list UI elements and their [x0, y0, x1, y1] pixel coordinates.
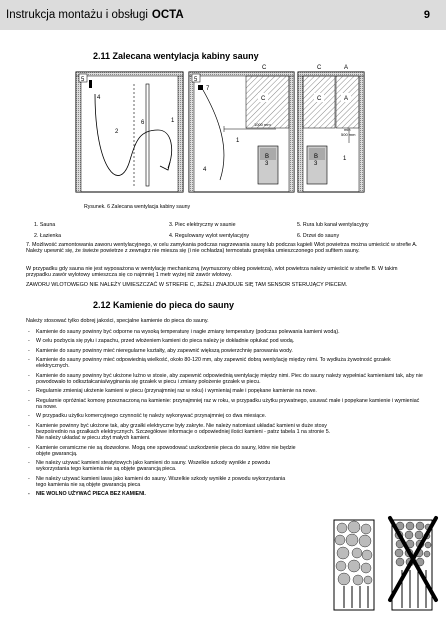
- list-item: - NIE WOLNO UŻYWAĆ PIECA BEZ KAMIENI.: [26, 491, 424, 497]
- list-item: - Kamienie ceramiczne nie są dozwolone. Mogą one spowodować uszkodzenie pieca do sauny, które nie będzie objęte gwarancją.: [26, 445, 296, 457]
- heater-correct-stones: [334, 520, 374, 610]
- fig-label-5a: 5: [81, 77, 85, 83]
- list-item: - Regularnie opróżniać komorę przeznaczoną na kamienie: przynajmniej raz w roku, w przypadku użytku prywatnego, usuwać małe i popękane kamienie i wymieniać na nowe.: [26, 398, 424, 410]
- legend-item-6: 6. Drzwi do sauny: [297, 233, 340, 239]
- fig-dim-500: 500 mm: [341, 132, 356, 137]
- fig-label-1c: 1: [343, 156, 347, 162]
- ventilation-figure: [0, 0, 446, 220]
- section-title-stones: 2.12 Kamienie do pieca do sauny: [93, 300, 235, 310]
- heater-wrong-stones: [390, 518, 436, 610]
- stones-intro: Należy stosować tylko dobrej jakości, specjalne kamienie do pieca do sauny.: [26, 318, 209, 324]
- list-item: - Kamienie powinny być ułożone tak, aby grzałki elektryczne były zakryte. Nie należy natomiast układać kamieni w duże stosy bezpośrednio na grzałkach elektrycznych. Szczegółowe informacje o odpowiedniej ilości kamieni - patrz tabela 1 na stronie 5. Nie należy układać w piecu zbyt małych kamieni.: [26, 423, 336, 442]
- fig-zone-a-top: A: [344, 65, 349, 71]
- heater-stones-illustration: [330, 500, 440, 620]
- list-item: - Kamienie do sauny powinny mieć odpowiednią wielkość, około 80-120 mm, aby zapewnić dobrą wentylację między nimi. To wydłuża żywotność grzałek elektrycznych.: [26, 357, 424, 369]
- list-item: - Nie należy używać kamieni steatytowych jako kamieni do sauny. Wszelkie szkody wynikłe z powodu wykorzystania tego kamienia nie są objęte gwarancją pieca.: [26, 460, 296, 472]
- list-item: - W przypadku użytku komercyjnego czynność tę należy wykonywać przynajmniej co dwa miesiące.: [26, 413, 424, 419]
- list-item: - Regularnie zmieniaj ułożenie kamieni w piecu (przynajmniej raz w roku) i wymieniaj małe i popękane kamienie na nowe.: [26, 388, 424, 394]
- header-product: OCTA: [151, 9, 184, 21]
- list-item: - Kamienie do sauny powinny mieć nieregularne kształty, aby zapewnić większą powierzchnię parowania wody.: [26, 348, 424, 354]
- fig-label-4a: 4: [97, 95, 101, 101]
- fig-zone-c-top-2: C: [317, 65, 322, 71]
- page-number: 9: [423, 9, 430, 21]
- legend-item-2: 2. Łazienka: [34, 233, 62, 239]
- header-title: Instrukcja montażu i obsługi OCTA: [6, 9, 184, 21]
- cross-icon: [390, 518, 436, 600]
- fig-label-3a: 3: [265, 161, 269, 167]
- fig-label-3b: 3: [314, 161, 318, 167]
- fig-zone-b-1: B: [265, 154, 270, 160]
- legend-item-5: 5. Rura lub kanał wentylacyjny: [297, 222, 369, 228]
- note-7: 7. Możliwość zamontowania zaworu wentylacyjnego, w celu zamykania podczas nagrzewania sauny lub podczas kąpieli Wlot powietrza można umieścić w strefie A. Należy upewnić się, że świeże powietrze z zewnątrz nie miesza się (i nie ochładza) termostatu grzejnika umieszczonego pod sufitem sauny.: [26, 242, 418, 255]
- list-item: - Nie należy używać kamieni lawa jako kamieni do sauny. Wszelkie szkody wynikłe z powodu wykorzystania tego kamienia nie są objęte gwarancją pieca: [26, 476, 296, 488]
- fig-dim-min: min: [344, 127, 351, 132]
- diagram-zones-abc: [298, 65, 364, 192]
- fig-dim-1000: 1000 mm: [254, 122, 271, 127]
- stones-bullet-list: [26, 329, 424, 501]
- fig-zone-c-2: C: [317, 96, 322, 102]
- list-item: - Kamienie do sauny powinny być odporne na wysoką temperaturę i nagłe zmiany temperatury (podczas polewania kamieni wodą).: [26, 329, 424, 335]
- diagram-bathroom-sauna: [76, 72, 183, 192]
- legend-item-1: 1. Sauna: [34, 222, 56, 228]
- paragraph-zone-c-warning: ZAWORU WLOTOWEGO NIE NALEŻY UMIESZCZAĆ W STREFIE C, JEŻELI ZNAJDUJE SIĘ TAM SENSOR STERUJĄCY PIECEM.: [26, 282, 348, 288]
- fig-label-6: 6: [141, 120, 145, 126]
- diagram-sauna-zones: [189, 65, 294, 192]
- section-title-ventilation: 2.11 Zalecana wentylacja kabiny sauny: [93, 51, 259, 61]
- figure-caption: Rysunek. 6 Zalecana wentylacja kabiny sauny: [84, 204, 191, 210]
- fig-label-2: 2: [115, 129, 119, 135]
- fig-label-7: 7: [206, 86, 210, 92]
- fig-label-1b: 1: [236, 138, 240, 144]
- list-item: - W celu pozbycia się pyłu i zapachu, przed włożeniem kamieni do pieca należy je dokładnie opłukać pod wodą.: [26, 338, 424, 344]
- fig-label-5b: 5: [194, 77, 198, 83]
- fig-label-1a: 1: [171, 118, 175, 124]
- fig-label-4b: 4: [203, 167, 207, 173]
- fig-zone-b-2: B: [314, 154, 319, 160]
- fig-zone-a: A: [344, 96, 349, 102]
- paragraph-mechanical-ventilation: W przypadku gdy sauna nie jest wyposażona w wentylację mechaniczną (wymuszony obieg powietrza), wlot powietrza należy umieścić w strefie B. W takim przypadku zawór wylotowy umieszcza się co najmniej 1 metr wyżej niż zawór wlotowy.: [26, 266, 398, 279]
- fig-zone-c-top-1: C: [262, 65, 267, 71]
- legend-item-4: 4. Regulowany wylot wentylacyjny: [169, 233, 250, 239]
- fig-zone-c-1: C: [261, 96, 266, 102]
- legend-item-3: 3. Piec elektryczny w saunie: [169, 222, 236, 228]
- list-item: - Kamienie do sauny powinny być ułożone luźno w stosie, aby zapewnić odpowiednią wentylację między nimi. Piec do sauny należy wypełniać kamieniami tak, aby nie powodowało to odkształcania/wyginania się grzałek w piecu i zmiany położenie grzałek w piecu.: [26, 373, 424, 385]
